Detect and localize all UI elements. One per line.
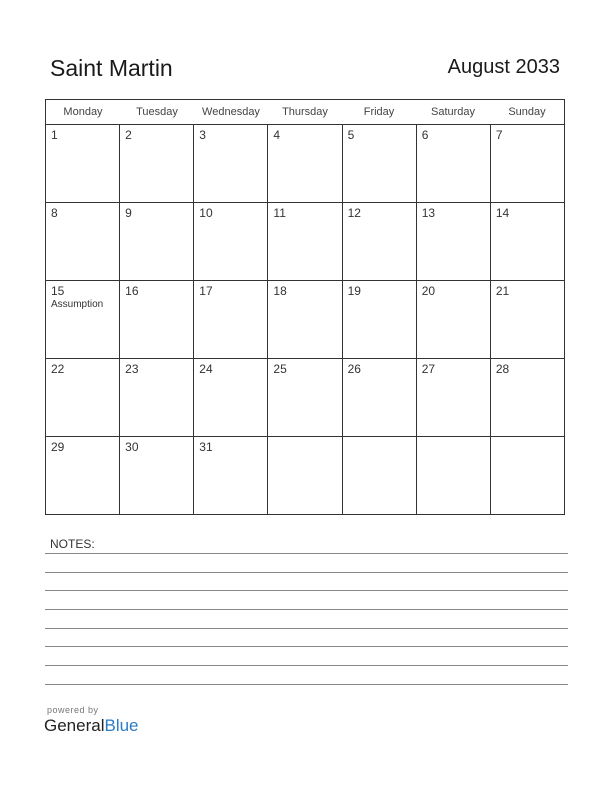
day-cell — [120, 203, 194, 280]
note-line — [45, 590, 568, 591]
day-number: 23 — [125, 362, 139, 376]
day-number: 30 — [125, 440, 139, 454]
day-cell — [46, 437, 120, 514]
day-number: 11 — [273, 206, 286, 220]
weekday-monday: Monday — [63, 106, 103, 118]
week-row — [46, 437, 564, 514]
weekday-friday: Friday — [363, 106, 395, 118]
day-number: 12 — [347, 206, 361, 220]
day-cell — [120, 125, 194, 202]
day-cell — [417, 437, 491, 514]
day-cell — [343, 203, 417, 280]
calendar-grid — [45, 99, 565, 515]
day-cell — [194, 359, 268, 436]
day-cell — [120, 281, 194, 358]
day-number: 17 — [199, 284, 213, 298]
note-line — [45, 684, 568, 685]
day-number: 29 — [51, 440, 65, 454]
day-number: 1 — [51, 128, 58, 142]
day-cell — [417, 281, 491, 358]
day-cell — [194, 437, 268, 514]
day-cell — [46, 125, 120, 202]
note-line — [45, 553, 568, 554]
week-row — [46, 281, 564, 359]
day-cell — [417, 203, 491, 280]
notes-label: NOTES: — [50, 537, 95, 551]
note-line — [45, 609, 568, 610]
day-cell — [491, 359, 564, 436]
week-row — [46, 359, 564, 437]
note-line — [45, 628, 568, 629]
weekday-tuesday: Tuesday — [136, 106, 178, 118]
day-number: 13 — [421, 206, 436, 220]
day-cell — [343, 281, 417, 358]
day-number: 25 — [273, 362, 287, 376]
day-cell — [268, 437, 342, 514]
week-row — [46, 203, 564, 281]
week-row — [46, 125, 564, 203]
day-number: 28 — [495, 362, 510, 376]
day-cell — [417, 125, 491, 202]
day-number: 24 — [199, 362, 213, 376]
day-cell — [491, 281, 564, 358]
day-cell — [194, 125, 268, 202]
day-cell — [491, 203, 564, 280]
day-number: 27 — [421, 362, 436, 376]
day-cell — [268, 125, 342, 202]
day-number: 3 — [199, 128, 206, 142]
day-number: 4 — [273, 128, 281, 142]
brand-general-text: General — [44, 716, 105, 735]
day-cell — [268, 281, 342, 358]
day-number: 21 — [495, 284, 510, 298]
weekday-header-row — [46, 100, 564, 125]
day-cell — [46, 359, 120, 436]
day-cell — [46, 203, 120, 280]
day-number: 14 — [495, 206, 510, 220]
day-number: 18 — [273, 284, 287, 298]
day-number: 31 — [199, 440, 213, 454]
powered-by-text: powered by — [47, 705, 99, 715]
weekday-saturday: Saturday — [430, 106, 476, 118]
day-number: 10 — [199, 206, 213, 220]
country-title: Saint Martin — [50, 55, 173, 81]
day-number: 26 — [347, 362, 361, 376]
day-number: 20 — [421, 284, 436, 298]
weekday-wednesday: Wednesday — [202, 106, 260, 118]
brand-blue-text: Blue — [104, 716, 139, 735]
day-number: 7 — [495, 128, 503, 142]
holiday-label: Assumption — [51, 299, 104, 310]
day-number: 9 — [125, 206, 132, 220]
day-cell — [120, 359, 194, 436]
day-number: 8 — [51, 206, 58, 220]
weekday-sunday: Sunday — [508, 106, 546, 118]
month-title: August 2033 — [447, 56, 560, 78]
day-cell — [194, 203, 268, 280]
day-cell — [194, 281, 268, 358]
day-cell — [120, 437, 194, 514]
day-number: 15 — [51, 284, 65, 298]
day-number: 2 — [125, 128, 132, 142]
day-cell — [46, 281, 120, 358]
day-cell — [268, 359, 342, 436]
weekday-thursday: Thursday — [282, 106, 328, 118]
day-cell — [343, 359, 417, 436]
weeks-container — [46, 125, 564, 514]
day-number: 22 — [51, 362, 65, 376]
day-cell — [417, 359, 491, 436]
generalblue-logo — [44, 716, 139, 736]
day-cell — [343, 437, 417, 514]
day-cell — [268, 203, 342, 280]
note-line — [45, 665, 568, 666]
note-line — [45, 646, 568, 647]
day-cell — [343, 125, 417, 202]
day-cell — [491, 437, 564, 514]
day-cell — [491, 125, 564, 202]
day-number: 16 — [125, 284, 139, 298]
day-number: 5 — [347, 128, 355, 142]
note-line — [45, 572, 568, 573]
day-number: 6 — [421, 128, 429, 142]
day-number: 19 — [347, 284, 361, 298]
